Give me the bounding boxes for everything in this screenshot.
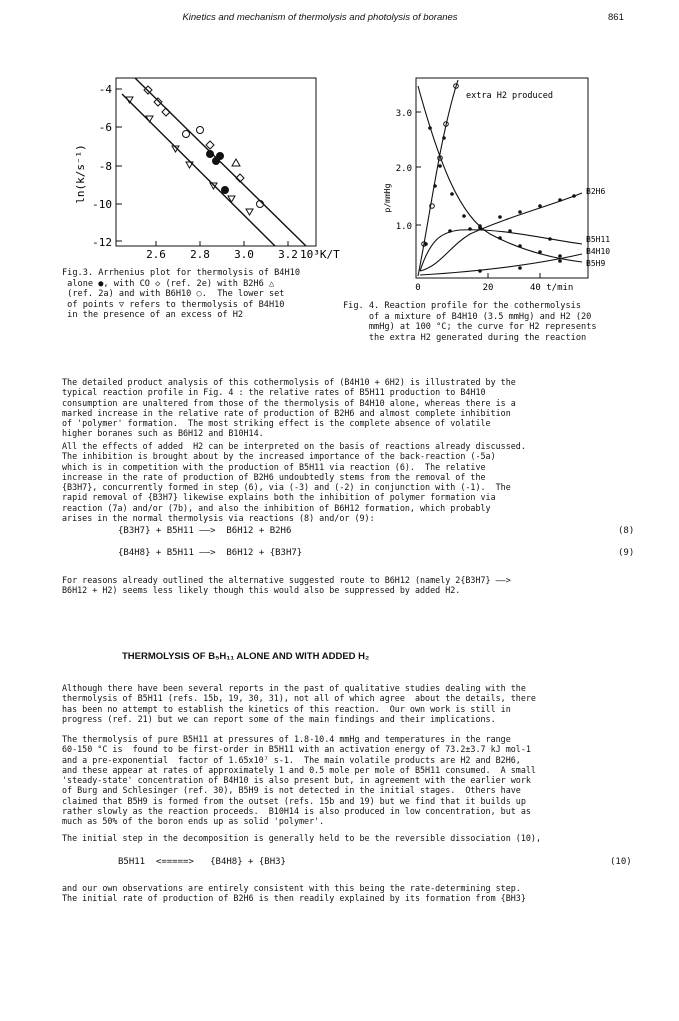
section-heading: THERMOLYSIS OF B₅H₁₁ ALONE AND WITH ADDED H₂ [122, 651, 370, 662]
paragraph: For reasons already outlined the alternative suggested route to B6H12 (namely 2{B3H7} ——> B6H12 + H2) seems less likely though this would also be suppressed by added H2. [62, 575, 511, 596]
fig4-annotation: extra H2 produced [466, 91, 553, 101]
fig4-series-label: B5H11 [586, 235, 611, 244]
fig4-ytick: 1.0 [395, 222, 412, 232]
paragraph: The thermolysis of pure B5H11 at pressures of 1.8-10.4 mmHg and temperatures in the range 60-150 °C is found to be first-order in B5H11 with an activation energy of 73.2±3.7 kJ mol-1 and a pre-exponential factor of 1.65x10⁷ s-1. The main volatile products are H2 and B2H6, and these appear at rates of approximately 1 and 0.5 mole per mole of B5H11 consumed. A small 'steady-state' concentration of B4H10 is also present but, in agreement with the earlier work of Burg and Schlesinger (ref. 30), B5H9 is not detected in the initial stages. Others have claimed that B5H9 is formed from the outset (refs. 15b and 19) but we find that it builds up rather slowly as the reaction proceeds. B10H14 is also produced in low concentration, but as much as 50% of the boron ends up as solid 'polymer'. [62, 734, 536, 827]
fig4-series-label: B5H9 [586, 259, 606, 268]
paragraph: The initial step in the decomposition is generally held to be the reversible dissociation (10), [62, 833, 542, 843]
fig3-xtick: 2.6 [146, 248, 166, 261]
figure-4-caption: Fig. 4. Reaction profile for the cothermolysis of a mixture of B4H10 (3.5 mmHg) and H2 (20 mmHg) at 100 °C; the curve for H2 represents the extra H2 generated during the reaction [343, 301, 597, 343]
fig3-ytick: -10 [92, 198, 112, 211]
equation-number-10: (10) [610, 857, 632, 867]
figure-3-caption: Fig.3. Arrhenius plot for thermolysis of B4H10 alone ●, with CO ◇ (ref. 2e) with B2H6 △ (ref. 2a) and with B6H10 ○. The lower set of points ▽ refers to thermolysis of B4H10 in the presence of an excess of H2 [62, 268, 300, 321]
equation-9: {B4H8} + B5H11 ——> B6H12 + {B3H7} [118, 548, 303, 558]
fig3-ytick: -4 [98, 83, 112, 96]
fig3-fit-line-lower [122, 94, 275, 246]
running-header: Kinetics and mechanism of thermolysis and photolysis of boranes [182, 12, 458, 23]
page-number: 861 [608, 12, 624, 23]
equation-number-9: (9) [618, 548, 635, 558]
equation-10: B5H11 <=====> {B4H8} + {BH3} [118, 857, 286, 867]
paragraph: Although there have been several reports in the past of qualitative studies dealing with the thermolysis of B5H11 (refs. 15b, 19, 30, 31), not all of which agree about the details, there has been no attempt to establish the kinetics of this reaction. Our own work is still in progress (ref. 21) but we can report some of the main findings and their implications. [62, 683, 536, 724]
figure-4-reaction-profile [360, 66, 660, 298]
fig4-ytick: 3.0 [395, 109, 412, 119]
equation-number-8: (8) [618, 526, 635, 536]
paragraph: All the effects of added H2 can be interpreted on the basis of reactions already discussed. The inhibition is brought about by the increased importance of the back-reaction (-5a) which is in competition with the production of B5H11 via reaction (6). The relative increase in the rate of production of B2H6 undoubtedly stems from the removal of the {B3H7}, concurrently formed in step (6), via (-3) and (-2) in conjunction with (-1). The rapid removal of {B3H7} likewise explains both the inhibition of polymer formation via reaction (7a) and/or (7b), and also the inhibition of B6H12 formation, which probably arises in the normal thermolysis via reactions (8) and/or (9): [62, 441, 526, 524]
fig4-frame [416, 78, 588, 278]
paragraph: The detailed product analysis of this cothermolysis of (B4H10 + 6H2) is illustrated by the typical reaction profile in Fig. 4 : the relative rates of B5H11 production to B4H10 consumption are unaltered from those of the thermolysis of B4H10 alone, whereas there is a marked increase in the relative rate of production of B2H6 and almost complete inhibition of 'polymer' formation. The most striking effect is the complete absence of volatile higher boranes such as B6H12 and B10H14. [62, 377, 516, 439]
fig3-points-lower [126, 97, 253, 215]
fig3-xtick: 2.8 [190, 248, 210, 261]
figure-3-arrhenius-plot [60, 66, 340, 276]
fig4-ylabel: p/mmHg [383, 183, 392, 213]
equation-8: {B3H7} + B5H11 ——> B6H12 + B2H6 [118, 526, 292, 536]
fig4-series-label: B4H10 [586, 247, 611, 256]
fig3-x-unit: 10³K/T [300, 248, 340, 261]
paragraph: and our own observations are entirely consistent with this being the rate-determining step. The initial rate of production of B2H6 is then readily explained by its formation from {BH3} [62, 883, 526, 904]
fig3-ylabel: ln(k/s⁻¹) [74, 144, 87, 204]
fig3-xtick: 3.2 [278, 248, 298, 261]
fig4-curve-b5h9 [420, 254, 582, 275]
fig4-xtick: 20 [482, 283, 494, 293]
fig3-xtick: 3.0 [234, 248, 254, 261]
fig4-series-label: B2H6 [586, 187, 606, 196]
fig3-ytick: -12 [92, 236, 112, 249]
fig4-xtick: 40 t/min [530, 283, 574, 293]
fig3-ytick: -8 [98, 160, 112, 173]
fig3-ytick: -6 [98, 121, 112, 134]
fig4-xtick: 0 [415, 283, 421, 293]
fig4-curve-b5h11 [420, 230, 582, 271]
fig4-ytick: 2.0 [395, 164, 412, 174]
